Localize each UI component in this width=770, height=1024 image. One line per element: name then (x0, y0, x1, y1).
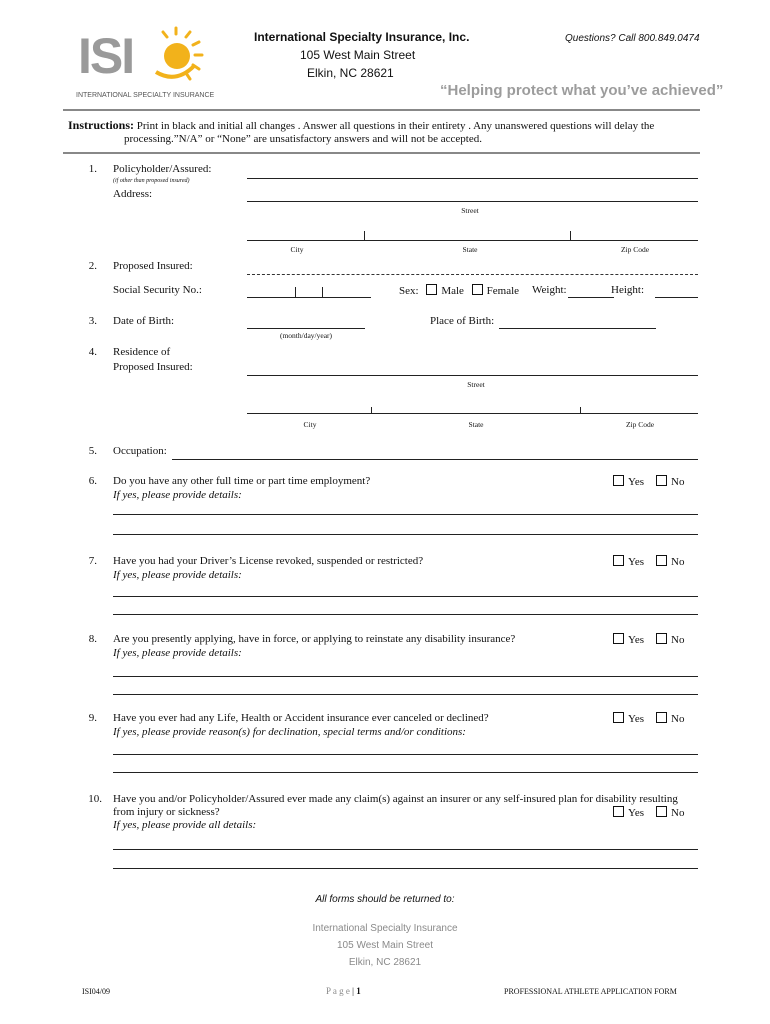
ssn-separator (295, 287, 296, 298)
q9-yes-checkbox[interactable] (613, 712, 624, 723)
q5-number: 5. (88, 445, 97, 457)
q2-number: 2. (88, 260, 97, 272)
pob-label: Place of Birth: (430, 315, 495, 327)
q8-text: Are you presently applying, have in force, or applying to reinstate any disability insurance? (113, 633, 516, 645)
q7-detail: If yes, please provide details: (113, 569, 242, 581)
field-separator (371, 407, 372, 414)
q7-answer-line[interactable] (113, 614, 698, 615)
q9-text: Have you ever had any Life, Health or Accident insurance ever canceled or declined? (113, 712, 489, 724)
q8-detail: If yes, please provide details: (113, 647, 242, 659)
instructions-line1: Print in black and initial all changes . Answer all questions in their entirety . Any unanswered questions will delay the (136, 120, 655, 132)
residence-label-2: Proposed Insured: (113, 361, 193, 373)
field-separator (580, 407, 581, 414)
q6-yes-checkbox[interactable] (613, 475, 624, 486)
male-label: Male (441, 285, 464, 297)
field-separator (364, 231, 365, 241)
policyholder-city-state-zip-field[interactable] (247, 240, 698, 241)
city-caption: City (290, 245, 304, 254)
instructions-divider (63, 152, 700, 154)
company-name: International Specialty Insurance, Inc. (254, 30, 470, 44)
q10-yes-checkbox[interactable] (613, 806, 624, 817)
no-label: No (671, 634, 685, 646)
q9-number: 9. (88, 712, 97, 724)
q8-number: 8. (88, 633, 97, 645)
residence-label: Residence of (113, 346, 171, 358)
return-address-street: 105 West Main Street (337, 940, 433, 951)
occupation-field[interactable] (172, 459, 698, 460)
no-label: No (671, 807, 685, 819)
q8-no-checkbox[interactable] (656, 633, 667, 644)
company-address-city: Elkin, NC 28621 (307, 66, 394, 80)
sex-group (399, 284, 519, 297)
state-caption: State (462, 245, 478, 254)
q6-text: Do you have any other full time or part time employment? (113, 475, 371, 487)
form-name: PROFESSIONAL ATHLETE APPLICATION FORM (504, 987, 677, 996)
page-number: P a g e | 1 (326, 986, 361, 996)
q9-yes-no (613, 712, 684, 725)
q6-no-checkbox[interactable] (656, 475, 667, 486)
q8-answer-line[interactable] (113, 676, 698, 677)
q10-answer-line[interactable] (113, 868, 698, 869)
q8-answer-line[interactable] (113, 694, 698, 695)
q10-number: 10. (88, 793, 102, 805)
street-caption: Street (461, 206, 479, 215)
q9-answer-line[interactable] (113, 772, 698, 773)
zip-caption: Zip Code (620, 245, 650, 254)
zip-caption: Zip Code (625, 420, 655, 429)
q9-answer-line[interactable] (113, 754, 698, 755)
sex-label: Sex: (399, 285, 419, 297)
occupation-label: Occupation: (113, 445, 167, 457)
ssn-separator (322, 287, 323, 298)
weight-field[interactable] (568, 297, 614, 298)
dob-label: Date of Birth: (113, 315, 175, 327)
q10-no-checkbox[interactable] (656, 806, 667, 817)
yes-label: Yes (628, 807, 645, 819)
q6-yes-no (613, 475, 684, 488)
logo-subtitle: INTERNATIONAL SPECIALTY INSURANCE (76, 92, 215, 99)
return-note: All forms should be returned to: (315, 894, 455, 905)
yes-label: Yes (628, 476, 645, 488)
return-address-city: Elkin, NC 28621 (348, 957, 422, 968)
height-label: Height: (611, 284, 644, 296)
instructions-line2: processing.”N/A” or “None” are unsatisfactory answers and will not be accepted. (124, 133, 482, 145)
proposed-insured-label: Proposed Insured: (113, 260, 193, 272)
height-field[interactable] (655, 297, 698, 298)
if-other-caption: (if other than proposed insured) (113, 178, 190, 184)
dob-format-caption: (month/day/year) (279, 331, 333, 340)
q7-yes-no (613, 555, 684, 568)
dob-field[interactable] (247, 328, 365, 329)
ssn-label: Social Security No.: (113, 284, 202, 296)
q1-number: 1. (88, 163, 97, 175)
yes-label: Yes (628, 634, 645, 646)
residence-city-state-zip-field[interactable] (247, 413, 698, 414)
q3-number: 3. (88, 315, 97, 327)
q10-text: Have you and/or Policyholder/Assured ever made any claim(s) against an insurer or any self-insured plan for disability resulting (113, 793, 678, 805)
logo-text: ISI (78, 28, 134, 84)
form-code: ISI04/09 (82, 987, 110, 996)
yes-label: Yes (628, 713, 645, 725)
q6-answer-line[interactable] (113, 514, 698, 515)
policyholder-street-field[interactable] (247, 201, 698, 202)
q9-detail: If yes, please provide reason(s) for declination, special terms and/or conditions: (113, 726, 466, 738)
q10-detail: If yes, please provide all details: (113, 819, 257, 831)
no-label: No (671, 556, 685, 568)
q7-answer-line[interactable] (113, 596, 698, 597)
q7-number: 7. (88, 555, 97, 567)
q6-answer-line[interactable] (113, 534, 698, 535)
q7-no-checkbox[interactable] (656, 555, 667, 566)
instructions-label: Instructions: (68, 118, 135, 132)
q9-no-checkbox[interactable] (656, 712, 667, 723)
field-separator (570, 231, 571, 241)
male-checkbox[interactable] (426, 284, 437, 295)
q10-text-2: from injury or sickness? (113, 806, 220, 818)
q10-yes-no (613, 806, 684, 819)
no-label: No (671, 713, 685, 725)
policyholder-field[interactable] (247, 178, 698, 179)
header-divider (63, 109, 700, 111)
questions-phone: Questions? Call 800.849.0474 (565, 33, 700, 44)
ssn-field[interactable] (247, 297, 371, 298)
q6-number: 6. (88, 475, 97, 487)
address-label: Address: (113, 188, 153, 200)
state-caption: State (468, 420, 484, 429)
female-checkbox[interactable] (472, 284, 483, 295)
page-num: 1 (356, 986, 361, 996)
page-label: P a g e (326, 986, 350, 996)
city-caption: City (303, 420, 317, 429)
q6-detail: If yes, please provide details: (113, 489, 242, 501)
company-logo (76, 26, 215, 102)
residence-street-field[interactable] (247, 375, 698, 376)
return-address-name: International Specialty Insurance (312, 923, 458, 934)
proposed-insured-field[interactable] (247, 274, 698, 275)
policyholder-label: Policyholder/Assured: (113, 163, 212, 175)
q8-yes-no (613, 633, 684, 646)
street-caption: Street (467, 380, 485, 389)
pob-field[interactable] (499, 328, 656, 329)
q7-text: Have you had your Driver’s License revoked, suspended or restricted? (113, 555, 424, 567)
female-label: Female (486, 285, 520, 297)
weight-label: Weight: (532, 284, 567, 296)
tagline: “Helping protect what you’ve achieved” (440, 82, 724, 99)
yes-label: Yes (628, 556, 645, 568)
no-label: No (671, 476, 685, 488)
company-address-street: 105 West Main Street (300, 48, 416, 62)
q8-yes-checkbox[interactable] (613, 633, 624, 644)
q4-number: 4. (88, 346, 97, 358)
q7-yes-checkbox[interactable] (613, 555, 624, 566)
instructions (68, 119, 708, 146)
q10-answer-line[interactable] (113, 849, 698, 850)
